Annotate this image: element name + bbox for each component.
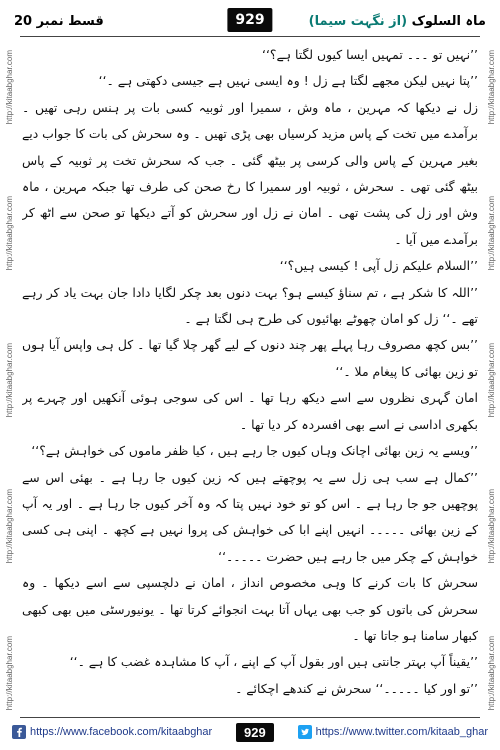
- side-url-text: http://kitaabghar.com: [4, 342, 14, 418]
- novel-title: [309, 14, 486, 29]
- side-watermark-left: [2, 50, 16, 710]
- paragraph: زل نے دیکھا کہ مہرین ، ماہ وش ، سمیرا اور ثوبیہ کسی بات پر ہنس رہی تھیں ۔ برآمدے میں تخت کے پاس مزید کرسیاں بھی پڑی تھیں ۔ وہ سحرش کی بات کا جواب دیے بغیر مہرین کے پاس والی کرسی پر بیٹھ گئی ۔ جب کہ سحرش تخت پر ثوبیہ کے پاس بیٹھ گئی تھی ۔ سحرش ، ثوبیہ اور سمیرا کا رخ صحن کی طرف تھا جبکہ مہرین ، ماہ وش اور زل کی پشت تھی ۔ امان نے زل اور سحرش کو آتے دیکھا تو صحن سے اٹھ کر برآمدے میں آیا ۔: [22, 99, 478, 247]
- twitter-icon: [298, 725, 312, 739]
- page-footer: [8, 720, 492, 744]
- paragraph: ’’السلام علیکم زل آپی ! کیسی ہیں؟‘‘: [279, 258, 478, 274]
- side-url-text: http://kitaabghar.com: [4, 50, 14, 125]
- paragraph: سحرش کا بات کرنے کا وہی مخصوص انداز ، امان نے دلچسپی سے اسے دیکھا ۔ وہ سحرش کی باتوں کو جب بھی یہاں آتا بہت انجوائے کرتا تھا ۔ یونیورسٹی میں بھی کبھی کبھار سامنا ہو جاتا تھا ۔: [22, 575, 478, 643]
- side-url-text: http://kitaabghar.com: [4, 489, 14, 564]
- paragraph: ’’کمال ہے سب ہی زل سے یہ پوچھتے ہیں کہ زین کیوں جا رہا ہے ۔ بھئی اس سے پوچھیں جو جا رہا ہے ۔ اس کو تو خود نہیں پتا کہ وہ آخر کیوں جا رہا ہے ۔ اور یہ آپ کے زین بھائی ۔۔۔۔۔ انہیں اپنے ابا کی خواہش کی پروا نہیں ہے کچھ ۔ اپنی ہی کسی خواہش کے چکر میں جا رہے ہیں حضرت ۔۔۔۔۔‘‘: [22, 469, 478, 564]
- paragraph: ’’تو اور کیا ۔۔۔۔۔‘‘ سحرش نے کندھے اچکائے ۔: [235, 680, 478, 696]
- side-url-text: http://kitaabghar.com: [486, 635, 496, 710]
- paragraph: امان گہری نظروں سے اسے دیکھ رہا تھا ۔ اس کی سوجی ہوئی آنکھیں اور چہرے پر بکھری اداسی نے اسے بھی افسردہ کر دیا تھا ۔: [22, 390, 478, 432]
- paragraph: ’’یقیناً آپ بہتر جانتی ہیں اور بقول آپ کے اپنے ، آپ کا مشاہدہ غضب کا ہے ۔‘‘: [69, 654, 478, 670]
- side-url-text: http://kitaabghar.com: [486, 50, 496, 125]
- paragraph: ’’بس کچھ مصروف رہا پہلے پھر چند دنوں کے لیے گھر چلا گیا تھا ۔ کل ہی واپس آیا ہوں تو زین بھائی کا پیغام ملا ۔‘‘: [22, 337, 478, 379]
- header-divider: [20, 36, 480, 37]
- side-url-text: http://kitaabghar.com: [486, 196, 496, 271]
- facebook-link[interactable]: [12, 725, 212, 739]
- page-number-bottom: 929: [236, 723, 274, 742]
- facebook-url: https://www.facebook.com/kitaabghar: [30, 726, 213, 738]
- paragraph: ’’ویسے یہ زین بھائی اچانک وہاں کیوں جا رہے ہیں ، کیا ظفر ماموں کی خواہش ہے؟‘‘: [31, 443, 478, 459]
- twitter-url: https://www.twitter.com/kitaab_ghar: [315, 726, 488, 738]
- side-url-text: http://kitaabghar.com: [4, 635, 14, 710]
- paragraph: ’’نہیں تو ۔۔۔ تمہیں ایسا کیوں لگتا ہے؟‘‘: [262, 47, 478, 62]
- author-name: (از نگہت سیما): [308, 14, 408, 29]
- facebook-icon: [12, 725, 26, 739]
- paragraph: ’’اللہ کا شکر ہے ، تم سناؤ کیسے ہو؟ بہت دنوں بعد چکر لگایا دادا جان بہت یاد کر رہے تھے ۔‘‘ زل کو امان چھوٹے بھائیوں کی طرح ہی لگتا ہے ۔: [22, 284, 478, 327]
- side-url-text: http://kitaabghar.com: [486, 489, 496, 564]
- page-number-top: 929: [227, 8, 272, 32]
- page-header: [8, 8, 492, 35]
- side-watermark-right: [484, 50, 498, 710]
- footer-divider: [20, 717, 480, 718]
- side-url-text: http://kitaabghar.com: [4, 196, 14, 271]
- paragraph: ’’پتا نہیں لیکن مجھے لگتا ہے زل ! وہ ایسی نہیں ہے جیسی دکھتی ہے ۔‘‘: [98, 73, 478, 89]
- side-url-text: http://kitaabghar.com: [486, 342, 496, 418]
- twitter-link[interactable]: [298, 725, 488, 739]
- novel-name: ماہ السلوک: [411, 14, 486, 29]
- episode-label: قسط نمبر 20: [14, 14, 104, 29]
- novel-body: [22, 42, 478, 704]
